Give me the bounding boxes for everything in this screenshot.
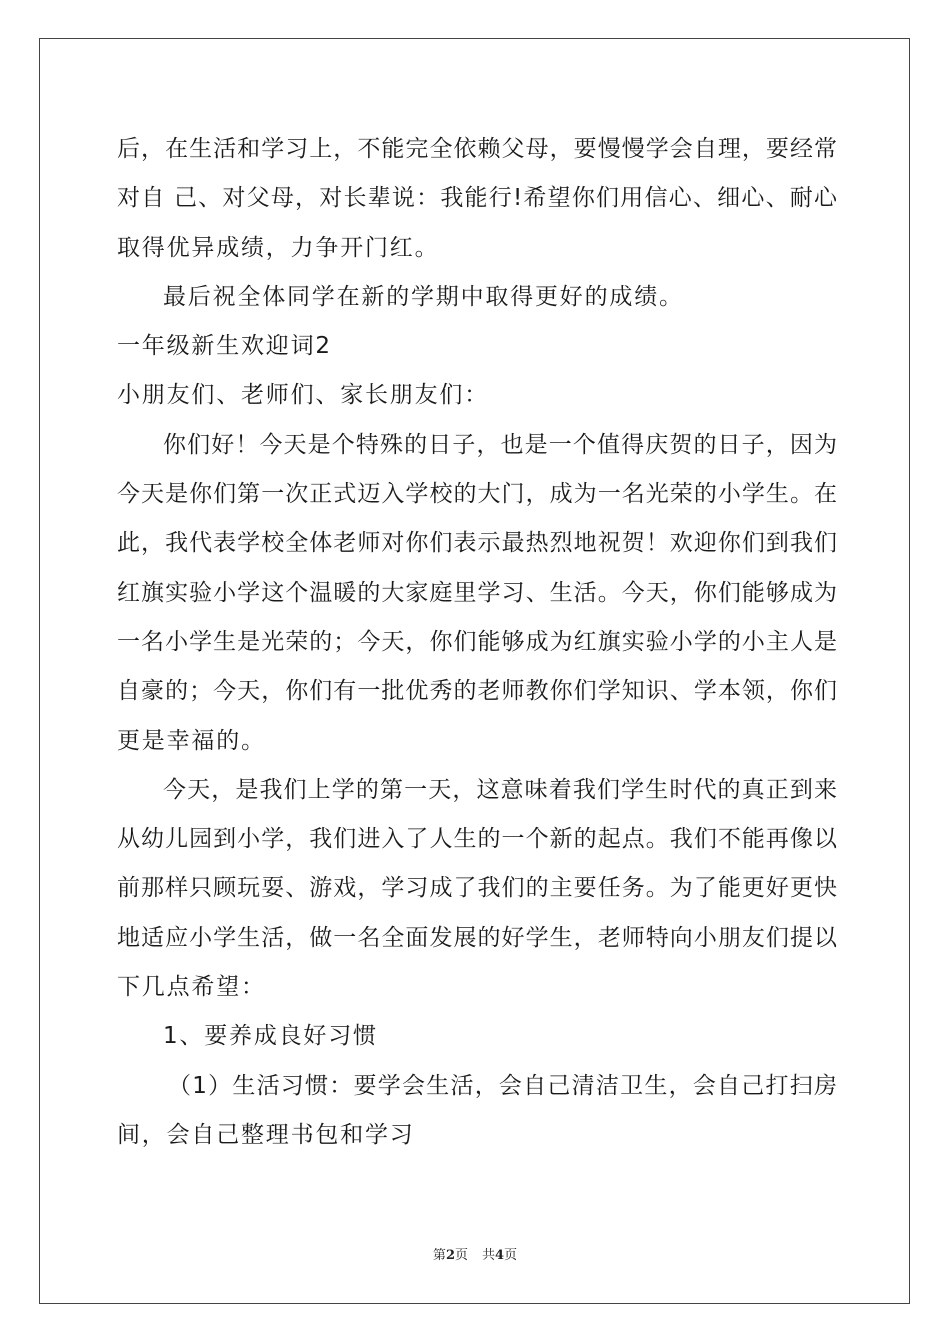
text-line: 一名小学生是光荣的；今天，你们能够成为红旗实验小学的小主人是 xyxy=(117,628,837,655)
text-line: 红旗实验小学这个温暖的大家庭里学习、生活。今天，你们能够成为 xyxy=(117,579,837,606)
text-line: 更是幸福的。 xyxy=(117,727,266,754)
footer-page-suffix: 页 xyxy=(454,1248,468,1263)
text-line: 你们好！今天是个特殊的日子，也是一个值得庆贺的日子，因为 xyxy=(163,431,837,458)
text-line: 今天是你们第一次正式迈入学校的大门，成为一名光荣的小学生。在 xyxy=(117,481,837,508)
document-body xyxy=(117,125,837,1160)
footer-total-pages: 4 xyxy=(495,1248,505,1263)
text-line: 今天，是我们上学的第一天，这意味着我们学生时代的真正到来 xyxy=(163,776,837,803)
text-line: 前那样只顾玩耍、游戏，学习成了我们的主要任务。为了能更好更快 xyxy=(117,875,837,902)
footer-page-number: 2 xyxy=(445,1248,455,1263)
footer-total-suffix: 页 xyxy=(504,1248,518,1263)
text-line: 自豪的；今天，你们有一批优秀的老师教你们学知识、学本领，你们 xyxy=(117,678,837,705)
text-line: 一年级新生欢迎词2 xyxy=(117,333,332,360)
text-line: 此，我代表学校全体老师对你们表示最热烈地祝贺！欢迎你们到我们 xyxy=(117,530,837,557)
text-line: 后，在生活和学习上，不能完全依赖父母，要慢慢学会自理，要经常 xyxy=(117,136,837,162)
footer-total-prefix: 共 xyxy=(482,1248,496,1263)
text-line: 下几点希望： xyxy=(117,974,266,1001)
page-footer xyxy=(0,1244,950,1263)
text-line: 取得优异成绩，力争开门红。 xyxy=(117,234,440,261)
text-line: （1）生活习惯：要学会生活，会自己清洁卫生，会自己打扫房 xyxy=(168,1072,837,1099)
text-line: 小朋友们、老师们、家长朋友们： xyxy=(117,382,489,409)
footer-page-prefix: 第 xyxy=(432,1248,446,1263)
text-line: 1、要养成良好习惯 xyxy=(163,1023,378,1050)
text-line: 从幼儿园到小学，我们进入了人生的一个新的起点。我们不能再像以 xyxy=(117,826,837,853)
text-line: 间，会自己整理书包和学习 xyxy=(117,1121,415,1148)
text-line: 最后祝全体同学在新的学期中取得更好的成绩。 xyxy=(163,283,684,310)
text-line: 地适应小学生活，做一名全面发展的好学生，老师特向小朋友们提以 xyxy=(117,924,837,951)
text-line: 对自 己、对父母，对长辈说：我能行!希望你们用信心、细心、耐心 xyxy=(117,185,837,212)
